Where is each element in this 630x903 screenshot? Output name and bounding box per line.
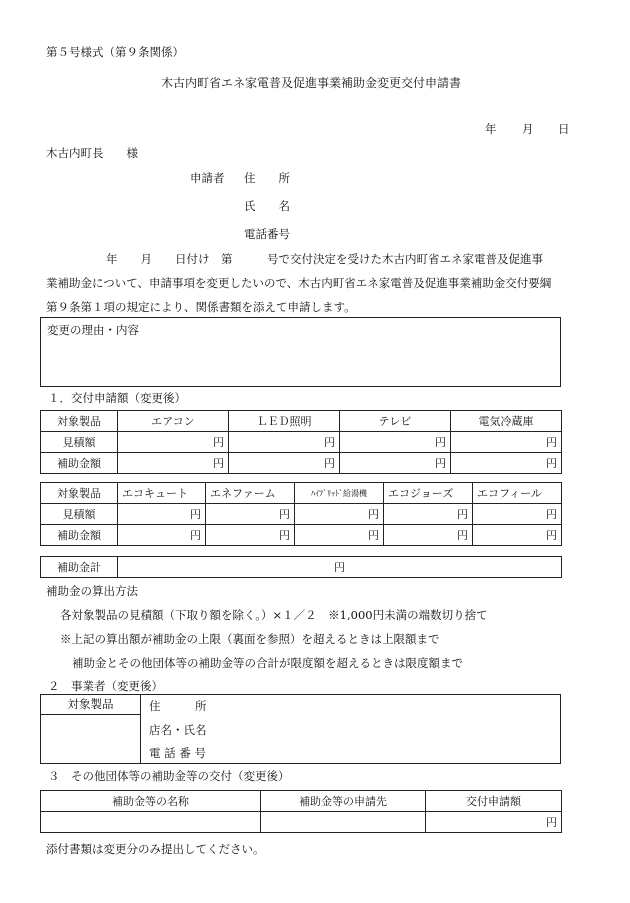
product-led: ＬＥＤ照明	[229, 411, 340, 432]
applicant-label: 申請者	[190, 171, 225, 185]
estimate-led-field[interactable]: 円	[229, 432, 340, 453]
appliance-table-1	[40, 410, 562, 474]
subsidy-aircon-field[interactable]: 円	[118, 453, 229, 474]
business-product-field[interactable]	[41, 715, 141, 763]
date-month-label: 月	[522, 122, 534, 136]
product-tv: テレビ	[340, 411, 451, 432]
subsidy-total-table	[40, 556, 562, 578]
estimate-ecofeel-field[interactable]: 円	[473, 504, 562, 525]
document-title: 木古内町省エネ家電普及促進事業補助金変更交付申請書	[161, 76, 462, 90]
subsidy-ecofeel-field[interactable]: 円	[473, 525, 562, 546]
product-hybrid-heater: ﾊｲﾌﾞﾘｯﾄﾞ給湯機	[295, 483, 384, 504]
estimate-hybrid-field[interactable]: 円	[295, 504, 384, 525]
applicant-phone-label: 電話番号	[244, 227, 290, 241]
product-aircon: エアコン	[118, 411, 229, 432]
business-address-label: 住 所	[149, 699, 207, 713]
subsidy-ecojozu-field[interactable]: 円	[384, 525, 473, 546]
column-subsidy-name: 補助金等の名称	[41, 791, 261, 812]
calc-heading: 補助金の算出方法	[46, 584, 138, 598]
estimate-fridge-field[interactable]: 円	[451, 432, 562, 453]
product-ecocute: エコキュート	[118, 483, 206, 504]
subsidy-hybrid-field[interactable]: 円	[295, 525, 384, 546]
table-row	[41, 525, 562, 546]
section3-heading: ３ その他団体等の補助金等の交付（変更後）	[48, 769, 290, 783]
body-line-3: 第９条第１項の規定により、関係書類を添えて申請します。	[46, 300, 356, 314]
section1-heading: １．交付申請額（変更後）	[48, 391, 186, 405]
estimate-row-label: 見積額	[41, 504, 118, 525]
subsidy-name-field[interactable]	[41, 812, 261, 833]
estimate-enefarm-field[interactable]: 円	[206, 504, 295, 525]
subsidy-total-field[interactable]: 円	[118, 557, 562, 578]
business-box	[40, 694, 561, 764]
product-header-label: 対象製品	[41, 483, 118, 504]
calc-line-2: ※上記の算出額が補助金の上限（裏面を参照）を超えるときは上限額まで	[60, 632, 440, 646]
estimate-row-label: 見積額	[41, 432, 118, 453]
estimate-aircon-field[interactable]: 円	[118, 432, 229, 453]
product-ecojozu: エコジョーズ	[384, 483, 473, 504]
table-row	[41, 557, 562, 578]
subsidy-total-label: 補助金計	[41, 557, 118, 578]
product-enefarm: エネファーム	[206, 483, 295, 504]
subsidy-tv-field[interactable]: 円	[340, 453, 451, 474]
product-fridge: 電気冷蔵庫	[451, 411, 562, 432]
section2-heading: ２ 事業者（変更後）	[48, 679, 163, 693]
table-row	[41, 791, 562, 812]
subsidy-destination-field[interactable]	[261, 812, 426, 833]
subsidy-row-label: 補助金額	[41, 453, 118, 474]
business-phone-label: 電 話 番 号	[149, 746, 206, 760]
date-year-label: 年	[485, 122, 497, 136]
product-ecofeel: エコフィール	[473, 483, 562, 504]
applicant-name-label: 氏 名	[244, 199, 290, 213]
table-row	[41, 453, 562, 474]
appliance-table-2	[40, 482, 562, 546]
subsidy-led-field[interactable]: 円	[229, 453, 340, 474]
application-amount-field[interactable]: 円	[426, 812, 562, 833]
product-header-label: 対象製品	[41, 411, 118, 432]
estimate-ecojozu-field[interactable]: 円	[384, 504, 473, 525]
addressee: 木古内町長 様	[46, 146, 138, 160]
body-line-2: 業補助金について、申請事項を変更したいので、木古内町省エネ家電普及促進事業補助金交付要綱	[46, 276, 552, 290]
estimate-ecocute-field[interactable]: 円	[118, 504, 206, 525]
table-row	[41, 483, 562, 504]
other-subsidy-table	[40, 790, 562, 833]
form-number: 第５号様式（第９条関係）	[46, 45, 184, 59]
reason-label: 変更の理由・内容	[47, 323, 139, 337]
estimate-tv-field[interactable]: 円	[340, 432, 451, 453]
table-row	[41, 812, 562, 833]
reason-box[interactable]	[40, 317, 561, 387]
column-subsidy-destination: 補助金等の申請先	[261, 791, 426, 812]
table-row	[41, 411, 562, 432]
calc-line-3: 補助金とその他団体等の補助金等の合計が限度額を超えるときは限度額まで	[72, 656, 463, 670]
subsidy-enefarm-field[interactable]: 円	[206, 525, 295, 546]
table-row	[41, 432, 562, 453]
business-shop-label: 店名・氏名	[149, 723, 207, 737]
table-row	[41, 504, 562, 525]
footer-note: 添付書類は変更分のみ提出してください。	[46, 842, 265, 856]
subsidy-ecocute-field[interactable]: 円	[118, 525, 206, 546]
applicant-address-label: 住 所	[244, 171, 290, 185]
business-product-label: 対象製品	[41, 695, 141, 715]
column-application-amount: 交付申請額	[426, 791, 562, 812]
subsidy-row-label: 補助金額	[41, 525, 118, 546]
body-line-1: 年 月 日付け 第 号で交付決定を受けた木古内町省エネ家電普及促進事	[106, 252, 543, 266]
subsidy-fridge-field[interactable]: 円	[451, 453, 562, 474]
date-day-label: 日	[558, 122, 570, 136]
calc-line-1: 各対象製品の見積額（下取り額を除く。）×１／２ ※1,000円未満の端数切り捨て	[60, 608, 488, 622]
